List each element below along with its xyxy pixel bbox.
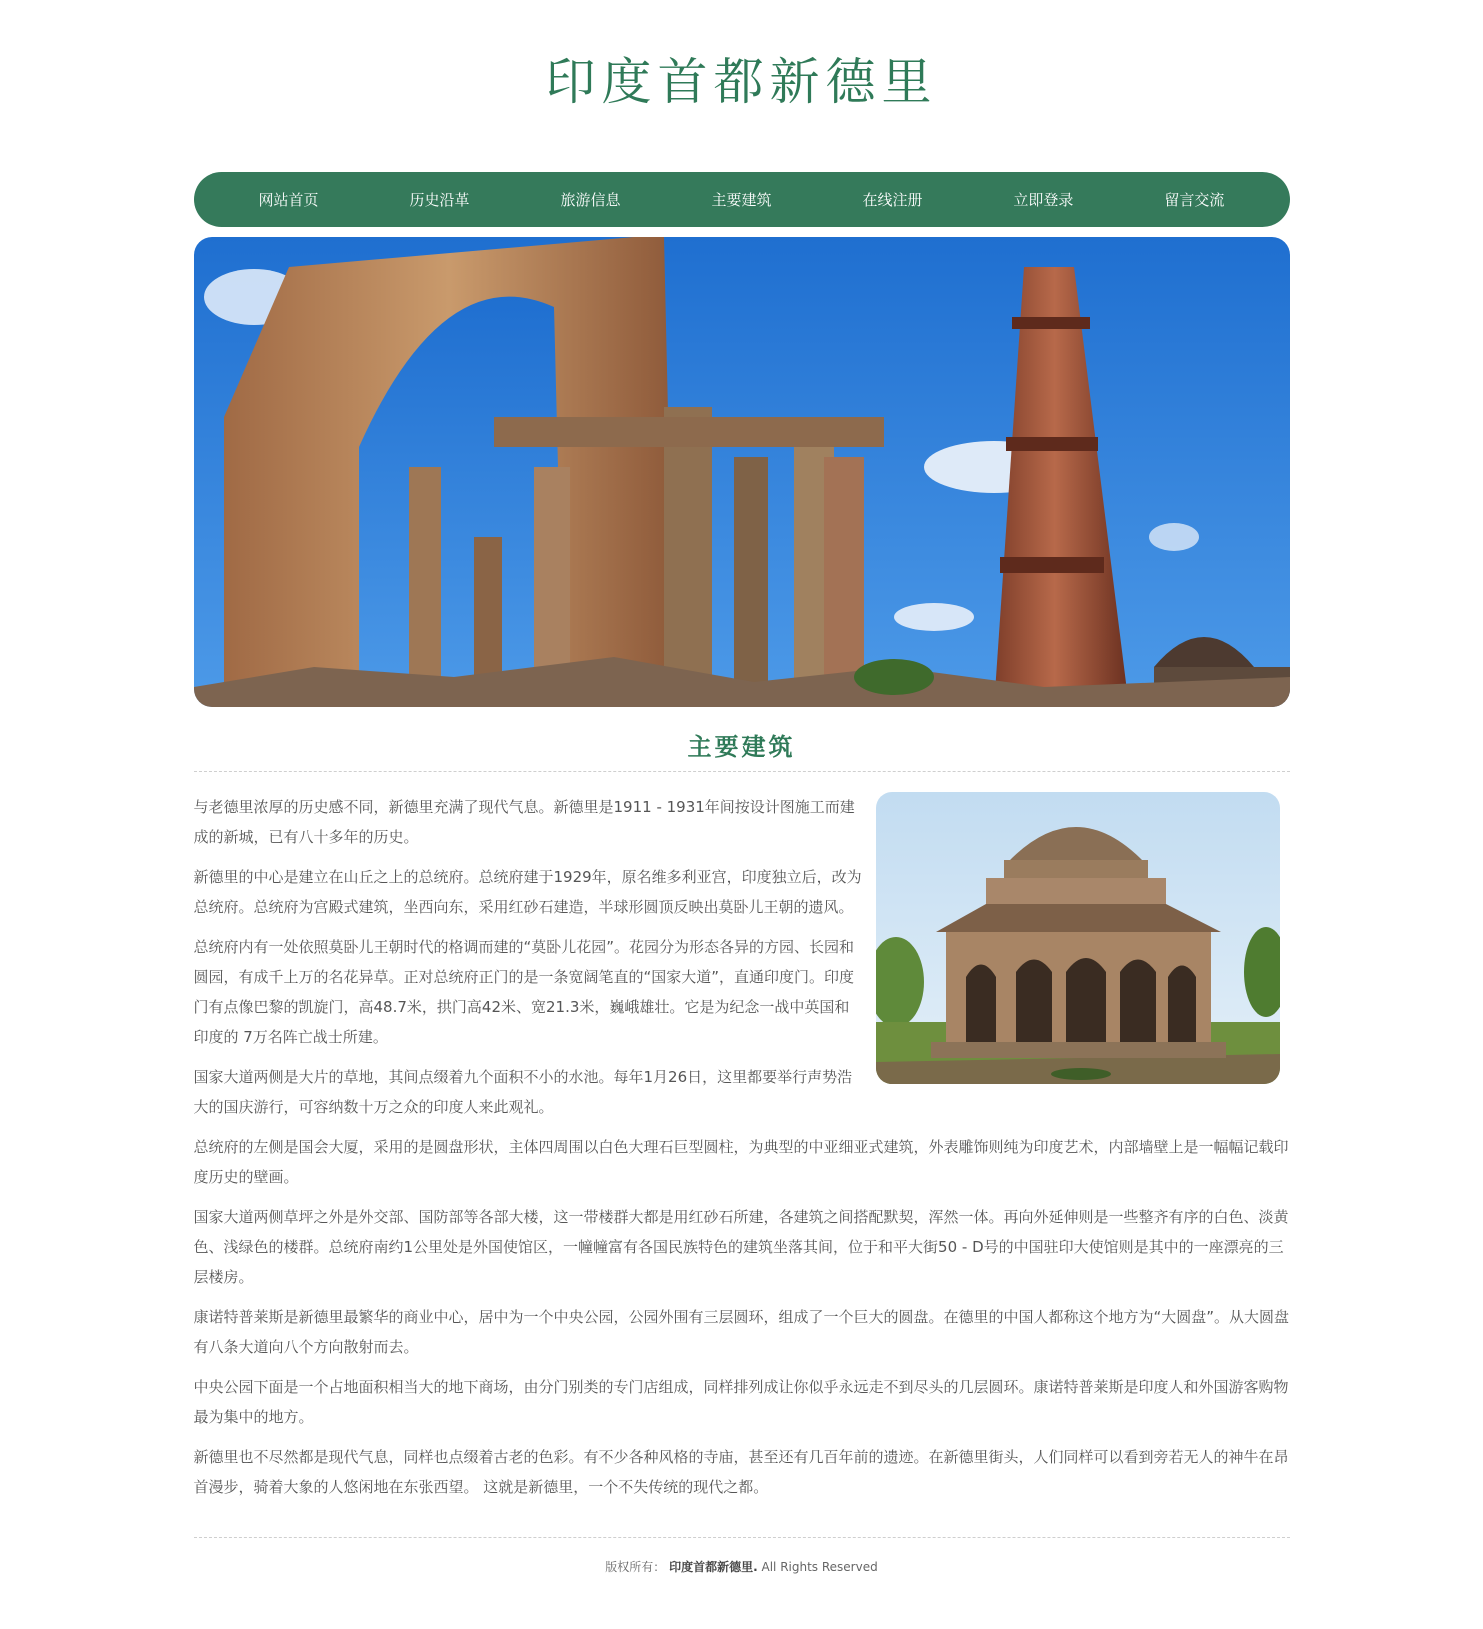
footer-rights: All Rights Reserved [761, 1560, 878, 1574]
main-nav [194, 172, 1290, 227]
nav-item-home[interactable]: 网站首页 [258, 191, 319, 209]
paragraph-4: 国家大道两侧是大片的草地，其间点缀着九个面积不小的水池。每年1月26日，这里都要举行声势浩大的国庆游行，可容纳数十万之众的印度人来此观礼。 [193, 1068, 853, 1116]
paragraph-9: 新德里也不尽然都是现代气息，同样也点缀着古老的色彩。有不少各种风格的寺庙，甚至还有几百年前的遗迹。在新德里街头，人们同样可以看到旁若无人的神牛在昂首漫步，骑着大象的人悠闲地在东张西望。 这就是新德里，一个不失传统的现代之都。 [193, 1448, 1289, 1496]
site-title: 印度首都新德里 [545, 53, 938, 111]
nav-item-buildings[interactable]: 主要建筑 [711, 191, 772, 209]
tomb-image [876, 792, 1280, 1084]
paragraph-3: 总统府内有一处依照莫卧儿王朝时代的格调而建的“莫卧儿花园”。花园分为形态各异的方园、长园和圆园，有成千上万的名花异草。正对总统府正门的是一条宽阔笔直的“国家大道”，直通印度门。印度门有点像巴黎的凯旋门，高48.7米，拱门高42米、宽21.3米，巍峨雄壮。它是为纪念一战中英国和印度的 7万名阵亡战士所建。 [193, 938, 855, 1046]
nav-item-history[interactable]: 历史沿革 [409, 191, 470, 209]
nav-item-guestbook[interactable]: 留言交流 [1164, 191, 1225, 209]
nav-item-travel[interactable]: 旅游信息 [560, 191, 621, 209]
footer-copyright-prefix: 版权所有： [605, 1560, 666, 1574]
nav-item-register[interactable]: 在线注册 [862, 191, 923, 209]
paragraph-1: 与老德里浓厚的历史感不同，新德里充满了现代气息。新德里是1911 - 1931年间按设计图施工而建成的新城，已有八十多年的历史。 [193, 798, 855, 846]
paragraph-2: 新德里的中心是建立在山丘之上的总统府。总统府建于1929年，原名维多利亚宫，印度独立后，改为总统府。总统府为宫殿式建筑，坐西向东，采用红砂石建造，半球形圆顶反映出莫卧儿王朝的遗风。 [193, 868, 862, 916]
footer [194, 1538, 1290, 1575]
paragraph-6: 国家大道两侧草坪之外是外交部、国防部等各部大楼，这一带楼群大都是用红砂石所建，各建筑之间搭配默契，浑然一体。再向外延伸则是一些整齐有序的白色、淡黄色、浅绿色的楼群。总统府南约1公里处是外国使馆区，一幢幢富有各国民族特色的建筑坐落其间，位于和平大街50 - D号的中国驻印大使馆则是其中的一座漂亮的三层楼房。 [193, 1208, 1289, 1286]
paragraph-5: 总统府的左侧是国会大厦，采用的是圆盘形状，主体四周围以白色大理石巨型圆柱，为典型的中亚细亚式建筑，外表雕饰则纯为印度艺术，内部墙壁上是一幅幅记载印度历史的壁画。 [193, 1138, 1289, 1186]
article-content [194, 772, 1290, 1502]
footer-site-name: 印度首都新德里. [669, 1560, 758, 1574]
banner-image [194, 237, 1290, 707]
tomb-illustration [876, 792, 1280, 1084]
page-container [194, 0, 1290, 1575]
paragraph-7: 康诺特普莱斯是新德里最繁华的商业中心，居中为一个中央公园，公园外围有三层圆环，组成了一个巨大的圆盘。在德里的中国人都称这个地方为“大圆盘”。从大圆盘有八条大道向八个方向散射而去。 [193, 1308, 1290, 1356]
banner-illustration [194, 237, 1290, 707]
nav-item-login[interactable]: 立即登录 [1013, 191, 1074, 209]
section-title: 主要建筑 [194, 707, 1290, 772]
paragraph-8: 中央公园下面是一个占地面积相当大的地下商场，由分门别类的专门店组成，同样排列成让你似乎永远走不到尽头的几层圆环。康诺特普莱斯是印度人和外国游客购物最为集中的地方。 [193, 1378, 1289, 1426]
